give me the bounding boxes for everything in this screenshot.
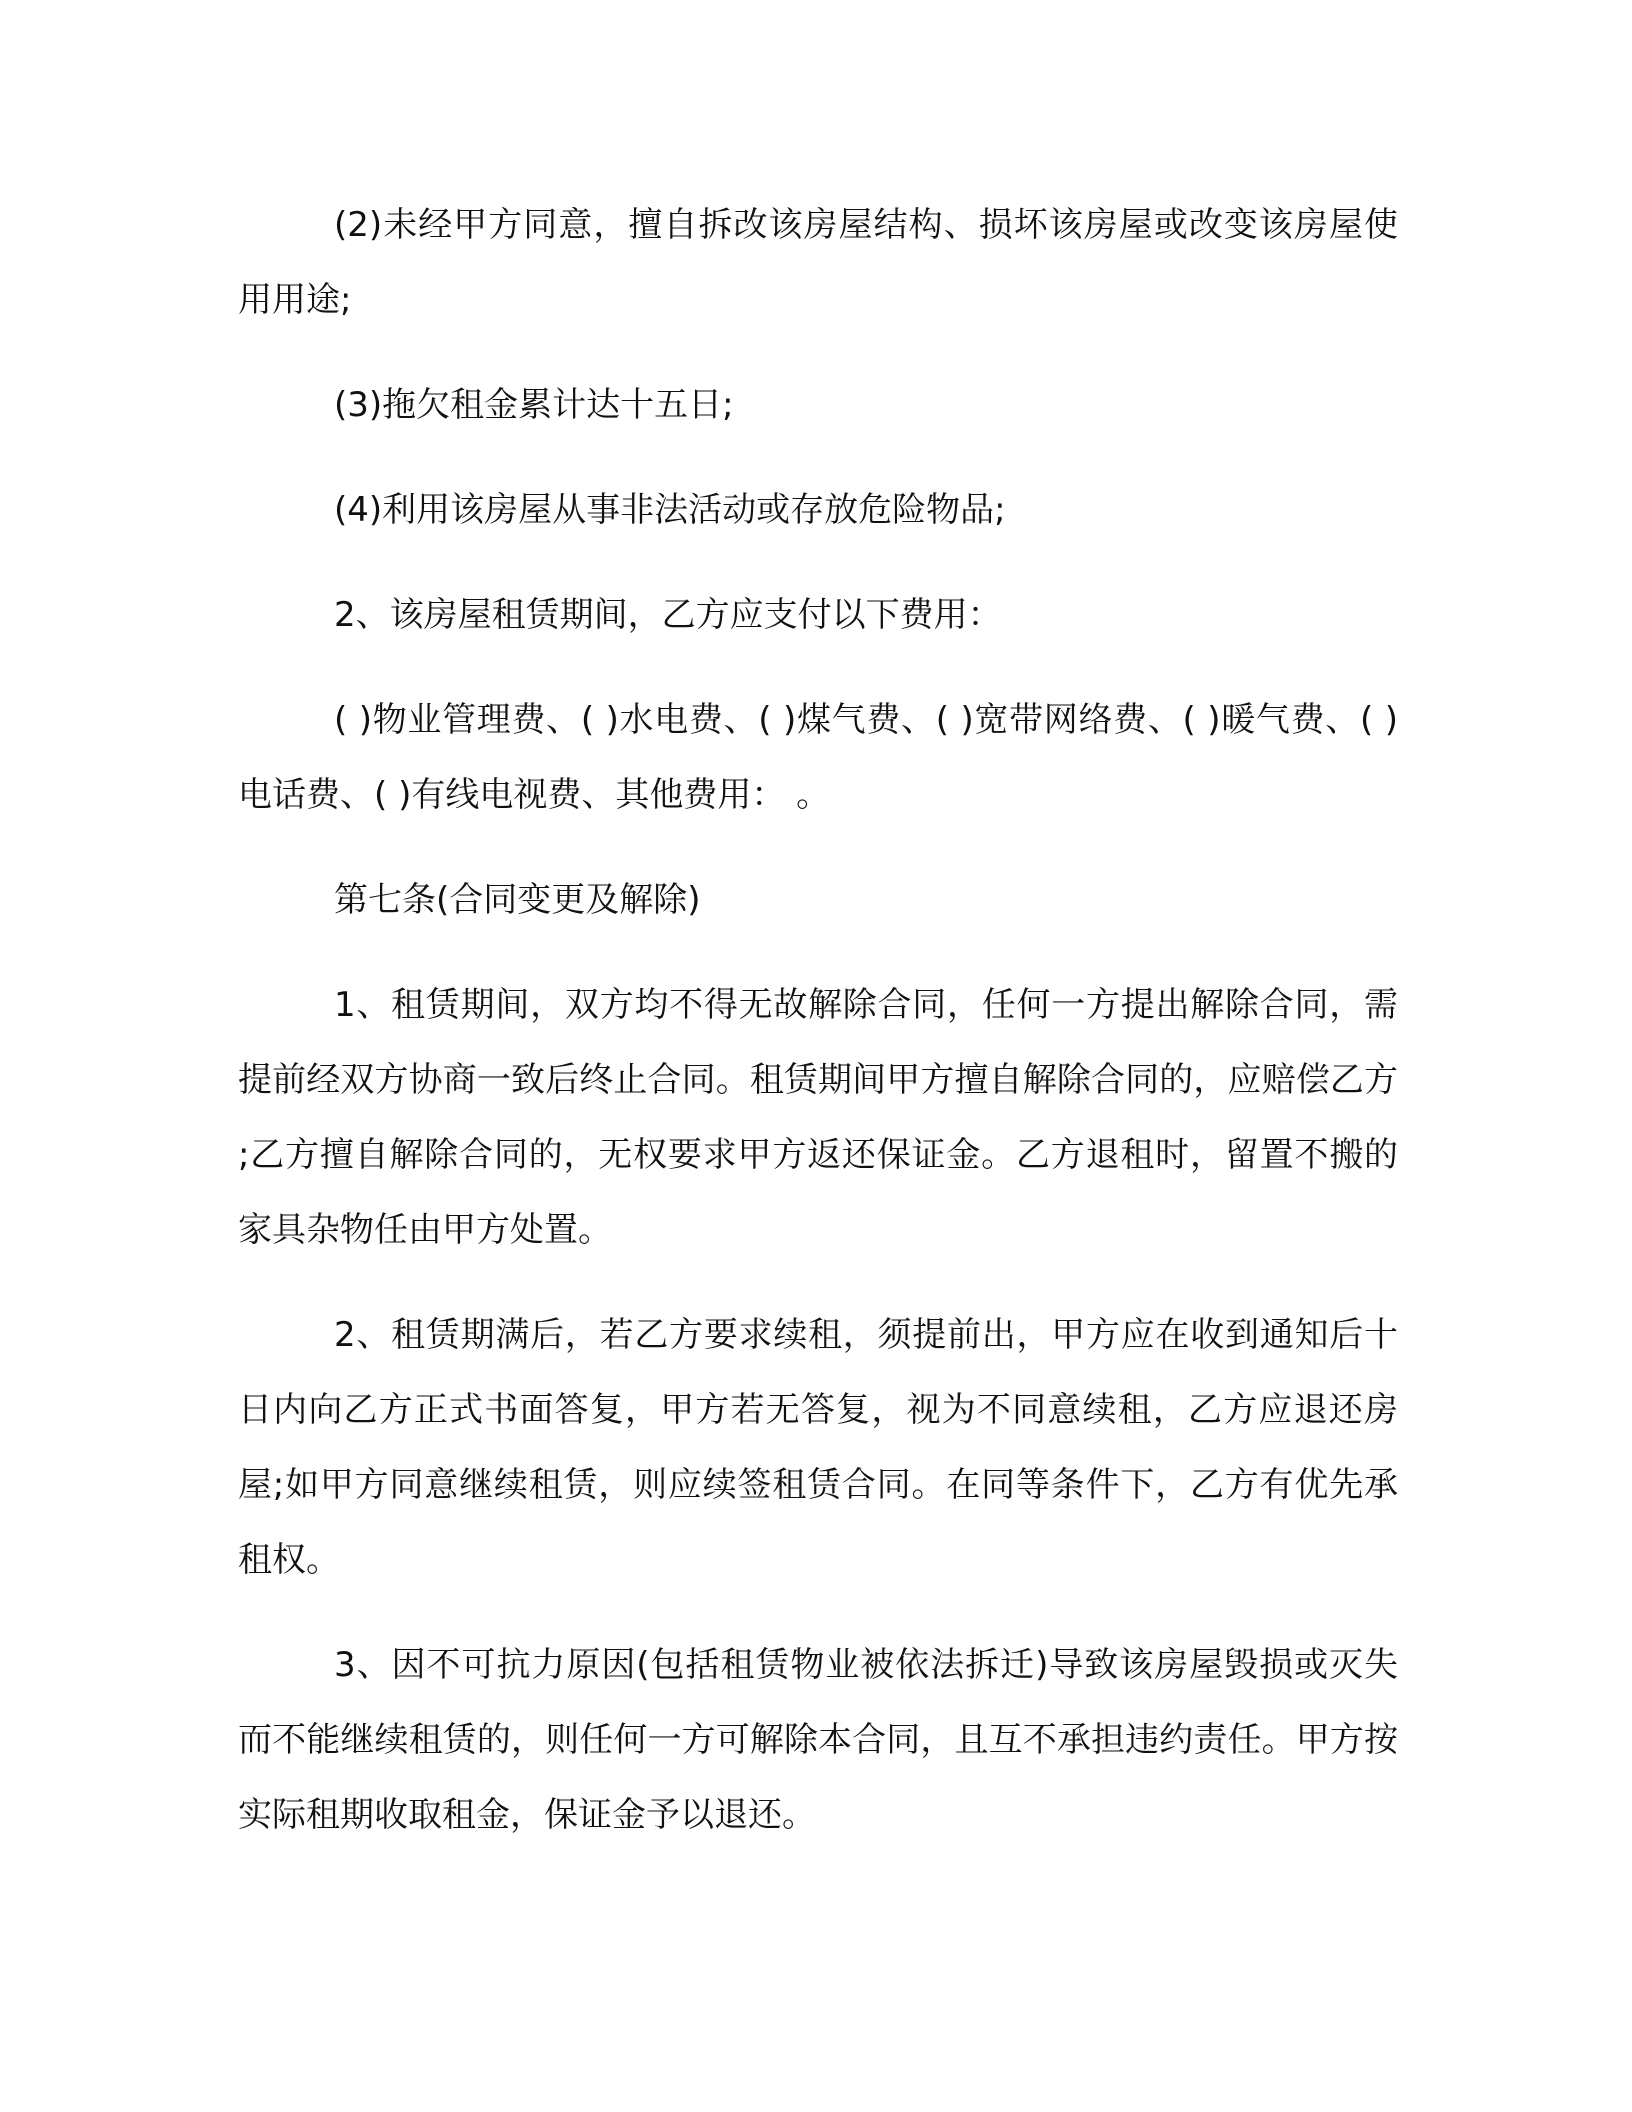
- paragraph-renewal-2: 2、租赁期满后，若乙方要求续租，须提前出，甲方应在收到通知后十日内向乙方正式书面答复，甲方若无答复，视为不同意续租，乙方应退还房屋;如甲方同意继续租赁，则应续签租赁合同。在同等条件下，乙方有优先承租权。: [238, 1315, 1398, 1580]
- paragraph-clause-3: (3)拖欠租金累计达十五日;: [334, 385, 734, 425]
- section-heading-article-7: 第七条(合同变更及解除): [334, 880, 701, 920]
- paragraph-termination-1: 1、租赁期间，双方均不得无故解除合同，任何一方提出解除合同，需提前经双方协商一致后终止合同。租赁期间甲方擅自解除合同的，应赔偿乙方 ;乙方擅自解除合同的，无权要求甲方返还保证金。乙方退租时，留置不搬的家具杂物任由甲方处置。: [238, 985, 1398, 1250]
- paragraph-clause-4: (4)利用该房屋从事非法活动或存放危险物品;: [334, 490, 1006, 530]
- document-body: [238, 188, 1398, 1883]
- paragraph-clause-2: (2)未经甲方同意，擅自拆改该房屋结构、损坏该房屋或改变该房屋使用用途;: [238, 205, 1398, 320]
- paragraph-force-majeure-3: 3、因不可抗力原因(包括租赁物业被依法拆迁)导致该房屋毁损或灭失而不能继续租赁的，则任何一方可解除本合同，且互不承担违约责任。甲方按实际租期收取租金，保证金予以退还。: [238, 1645, 1398, 1835]
- paragraph-fees-list: ( )物业管理费、( )水电费、( )煤气费、( )宽带网络费、( )暖气费、( )电话费、( )有线电视费、其他费用： 。: [238, 700, 1398, 815]
- paragraph-fees-heading: 2、该房屋租赁期间，乙方应支付以下费用：: [334, 595, 1002, 635]
